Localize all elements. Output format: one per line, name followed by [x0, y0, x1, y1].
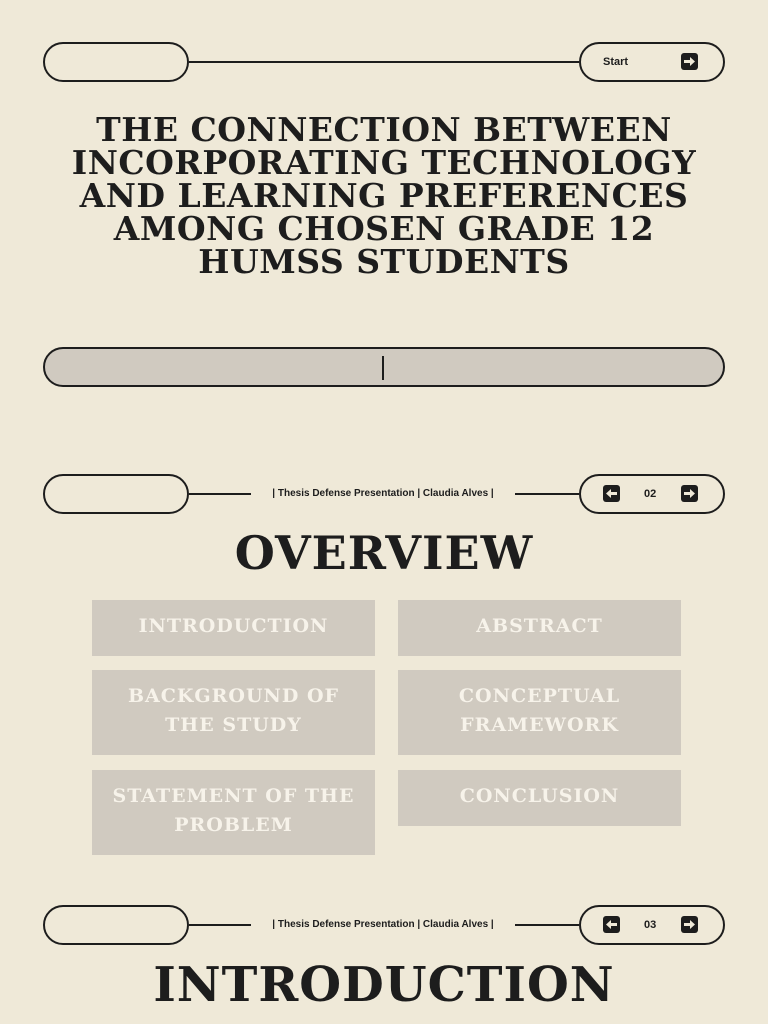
- overview-item-statement[interactable]: STATEMENT OF THE PROBLEM: [92, 770, 375, 855]
- arrow-left-icon[interactable]: [603, 916, 620, 933]
- left-pill: [43, 905, 189, 945]
- start-button[interactable]: [579, 42, 725, 82]
- overview-item-background[interactable]: BACKGROUND OF THE STUDY: [92, 670, 375, 755]
- page-number: 03: [644, 919, 657, 931]
- introduction-heading: INTRODUCTION: [153, 957, 615, 1013]
- overview-heading: OVERVIEW: [234, 526, 534, 580]
- overview-item-conceptual-framework[interactable]: CONCEPTUAL FRAMEWORK: [398, 670, 681, 755]
- progress-bar: [43, 347, 725, 387]
- overview-item-introduction[interactable]: INTRODUCTION: [92, 600, 375, 656]
- start-label: Start: [603, 56, 629, 68]
- footer-text: | Thesis Defense Presentation | Claudia Alves |: [251, 487, 515, 501]
- left-pill: [43, 42, 189, 82]
- arrow-right-icon[interactable]: [681, 53, 698, 70]
- page-number: 02: [644, 488, 657, 500]
- presentation-title: THE CONNECTION BETWEEN INCORPORATING TECHNOLOGY AND LEARNING PREFERENCES AMONG CHOSEN GRADE 12 HUMSS STUDENTS: [71, 110, 697, 281]
- footer-text: | Thesis Defense Presentation | Claudia Alves |: [251, 918, 515, 932]
- overview-item-abstract[interactable]: ABSTRACT: [398, 600, 681, 656]
- arrow-right-icon[interactable]: [681, 916, 698, 933]
- left-pill: [43, 474, 189, 514]
- arrow-left-icon[interactable]: [603, 485, 620, 502]
- header-line: [189, 61, 579, 63]
- page-navigator: [579, 474, 725, 514]
- page-navigator: [579, 905, 725, 945]
- overview-item-conclusion[interactable]: CONCLUSION: [398, 770, 681, 826]
- progress-cursor: [382, 356, 384, 380]
- arrow-right-icon[interactable]: [681, 485, 698, 502]
